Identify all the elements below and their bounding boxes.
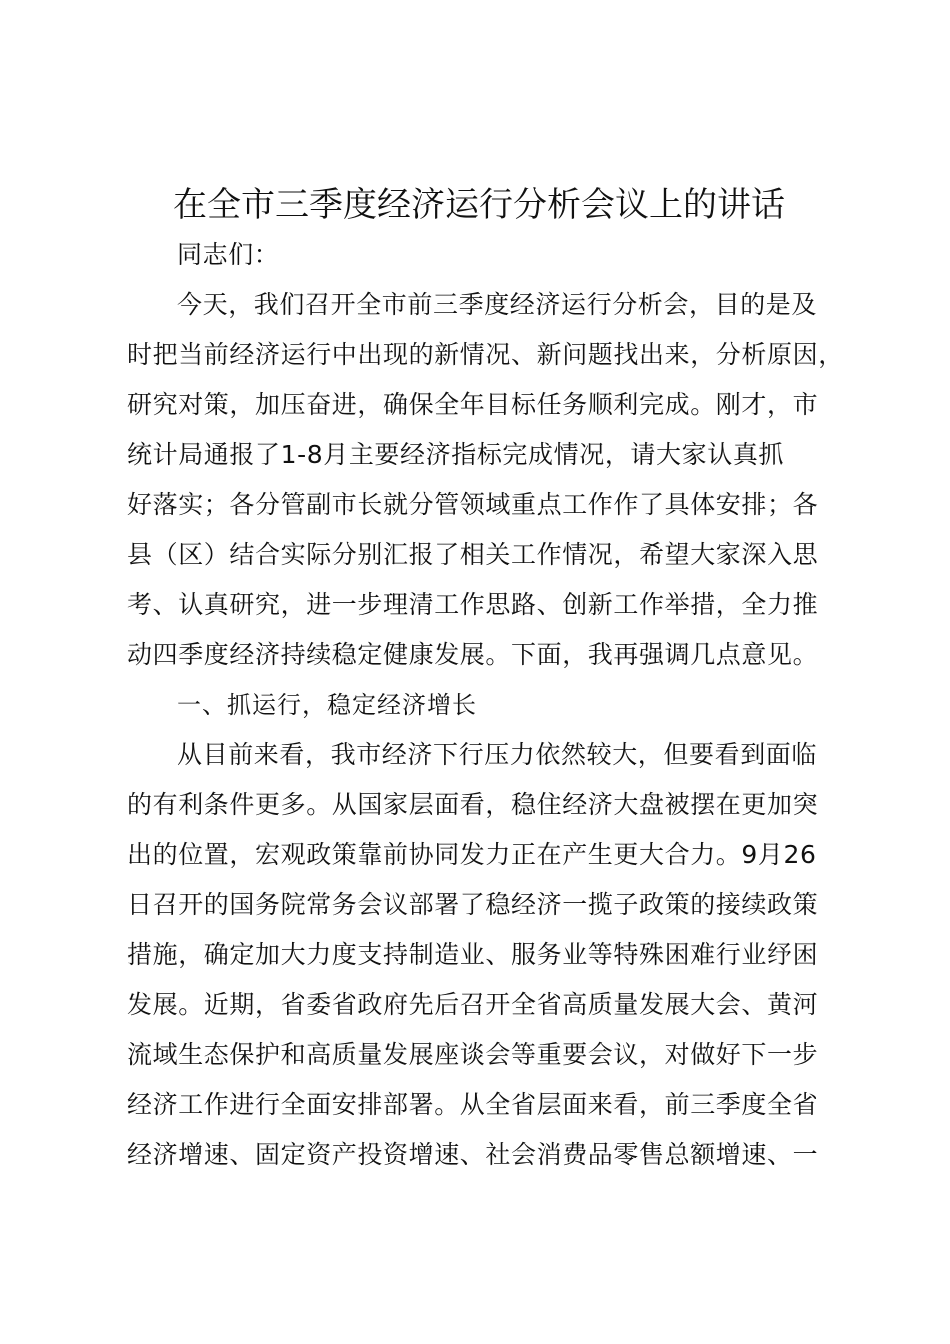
document-body [127,230,844,1180]
paragraph-line: 县（区）结合实际分别汇报了相关工作情况，希望大家深入思 [127,540,819,569]
paragraph-line: 的有利条件更多。从国家层面看，稳住经济大盘被摆在更加突 [127,790,819,819]
paragraph-line: 今天，我们召开全市前三季度经济运行分析会，目的是及 [177,290,818,319]
paragraph-line: 发展。近期，省委省政府先后召开全省高质量发展大会、黄河 [127,990,819,1019]
paragraph-line: 日召开的国务院常务会议部署了稳经济一揽子政策的接续政策 [127,890,819,919]
paragraph-line: 流域生态保护和高质量发展座谈会等重要会议，对做好下一步 [127,1040,819,1069]
paragraph-1 [127,280,844,680]
paragraph-line: 从目前来看，我市经济下行压力依然较大，但要看到面临 [177,740,818,769]
paragraph-line: 统计局通报了1-8月主要经济指标完成情况，请大家认真抓 [127,440,785,469]
paragraph-line: 经济增速、固定资产投资增速、社会消费品零售总额增速、一 [127,1140,819,1169]
paragraph-line: 时把当前经济运行中出现的新情况、新问题找出来，分析原因， [127,340,844,369]
paragraph-line: 经济工作进行全面安排部署。从全省层面来看，前三季度全省 [127,1090,819,1119]
paragraph-line: 动四季度经济持续稳定健康发展。下面，我再强调几点意见。 [127,640,819,669]
paragraph-line: 考、认真研究，进一步理清工作思路、创新工作举措，全力推 [127,590,819,619]
paragraph-line: 研究对策，加压奋进，确保全年目标任务顺利完成。刚才，市 [127,390,819,419]
paragraph-line: 好落实；各分管副市长就分管领域重点工作作了具体安排；各 [127,490,819,519]
salutation: 同志们： [177,240,280,269]
paragraph-line: 措施，确定加大力度支持制造业、服务业等特殊困难行业纾困 [127,940,819,969]
paragraph-line: 出的位置，宏观政策靠前协同发力正在产生更大合力。9月26 [127,840,817,869]
section-heading-1: 一、抓运行，稳定经济增长 [177,691,477,719]
paragraph-2 [127,730,833,1180]
document-title: 在全市三季度经济运行分析会议上的讲话 [173,185,785,225]
